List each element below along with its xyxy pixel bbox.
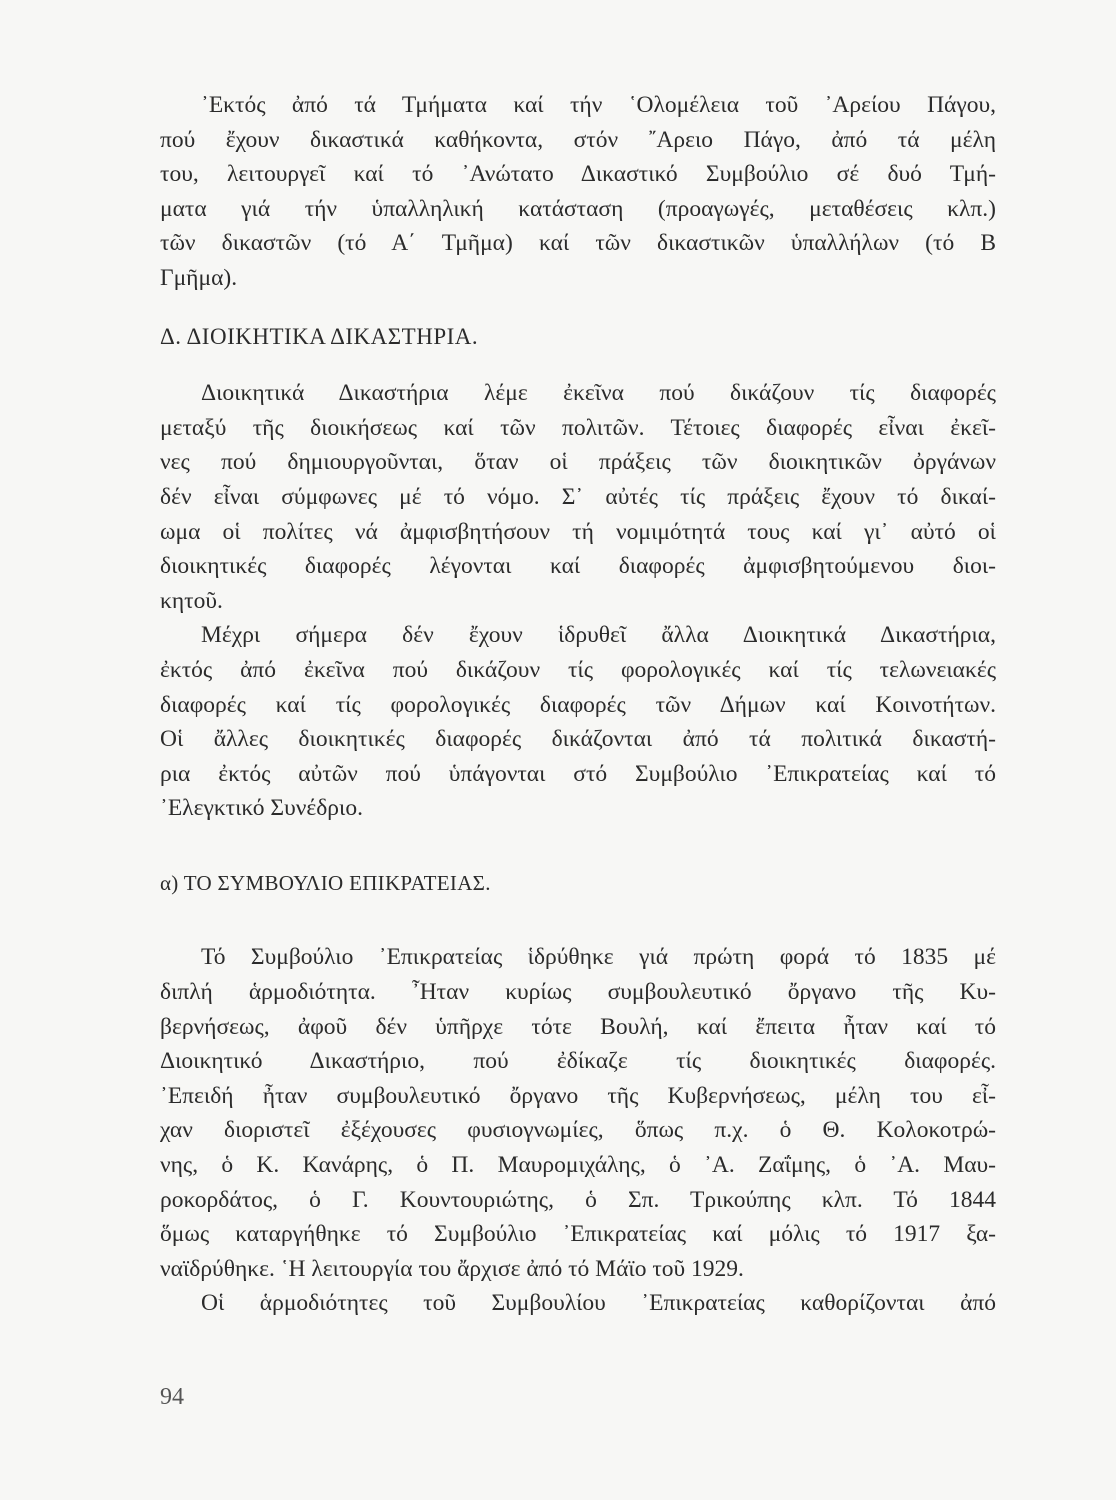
text-line: του, λειτουργεῖ καί τό ᾿Ανώτατο Δικαστικό Συμβούλιο σέ δυό Τμή- <box>160 161 996 188</box>
text-line: διαφορές καί τίς φορολογικές διαφορές τῶν Δήμων καί Κοινοτήτων. <box>160 691 996 718</box>
text-line: νες πού δημιουργοῦνται, ὅταν οἱ πράξεις τῶν διοικητικῶν ὀργάνων <box>160 449 996 476</box>
paragraph-council-of-state-history <box>160 940 996 1286</box>
text-line: ναϊδρύθηκε. ῾Η λειτουργία του ἄρχισε ἀπό τό Μάϊο τοῦ 1929. <box>160 1255 744 1282</box>
paragraph-existing-courts <box>160 618 996 826</box>
text-line: ᾿Εκτός ἀπό τά Τμήματα καί τήν ῾Ολομέλεια τοῦ ᾿Αρείου Πάγου, <box>201 92 996 118</box>
text-line: ωμα οἱ πολίτες νά ἀμφισβητήσουν τή νομιμότητά τους καί γι᾿ αὐτό οἱ <box>160 518 996 545</box>
text-line: ᾿Ελεγκτικό Συνέδριο. <box>160 795 363 822</box>
subsection-heading: α) ΤΟ ΣΥΜΒΟΥΛΙΟ ΕΠΙΚΡΑΤΕΙΑΣ. <box>160 870 491 895</box>
text-line: ροκορδάτος, ὁ Γ. Κουντουριώτης, ὁ Σπ. Τρικούπης κλπ. Τό 1844 <box>160 1186 996 1213</box>
page-body <box>160 88 996 1321</box>
paragraph-council-competences <box>160 1286 996 1321</box>
text-line: δέν εἶναι σύμφωνες μέ τό νόμο. Σ᾿ αὐτές τίς πράξεις ἔχουν τό δικαί- <box>160 483 996 510</box>
text-line: Μέχρι σήμερα δέν ἔχουν ἱδρυθεῖ ἄλλα Διοικητικά Δικαστήρια, <box>201 622 996 649</box>
section-heading: Δ. ΔΙΟΙΚΗΤΙΚΑ ΔΙΚΑΣΤΗΡΙΑ. <box>160 323 479 349</box>
text-line: ματα γιά τήν ὑπαλληλική κατάσταση (προαγωγές, μεταθέσεις κλπ.) <box>160 195 996 222</box>
text-line: Γμῆμα). <box>160 264 238 291</box>
text-line: διοικητικές διαφορές λέγονται καί διαφορές ἀμφισβητούμενου διοι- <box>160 553 996 580</box>
text-line: ὅμως καταργήθηκε τό Συμβούλιο ᾿Επικρατείας καί μόλις τό 1917 ξα- <box>160 1221 996 1248</box>
text-line: τῶν δικαστῶν (τό Α΄ Τμῆμα) καί τῶν δικαστικῶν ὑπαλλήλων (τό Β <box>160 230 996 257</box>
paragraph-areios-pagos <box>160 88 996 296</box>
text-line: ἐκτός ἀπό ἐκεῖνα πού δικάζουν τίς φορολογικές καί τίς τελωνειακές <box>160 656 996 683</box>
text-line: Οἱ ἁρμοδιότητες τοῦ Συμβουλίου ᾿Επικρατείας καθορίζονται ἀπό <box>201 1290 996 1317</box>
text-line: ρια ἐκτός αὐτῶν πού ὑπάγονται στό Συμβούλιο ᾿Επικρατείας καί τό <box>160 760 996 787</box>
text-line: μεταξύ τῆς διοικήσεως καί τῶν πολιτῶν. Τέτοιες διαφορές εἶναι ἐκεῖ- <box>160 414 996 441</box>
text-line: διπλή ἁρμοδιότητα. ῏Ηταν κυρίως συμβουλευτικό ὄργανο τῆς Κυ- <box>160 979 996 1006</box>
text-line: Τό Συμβούλιο ᾿Επικρατείας ἱδρύθηκε γιά πρώτη φορά τό 1835 μέ <box>201 944 996 971</box>
paragraph-administrative-courts <box>160 376 996 618</box>
text-line: Διοικητικό Δικαστήριο, πού ἐδίκαζε τίς διοικητικές διαφορές. <box>160 1048 996 1075</box>
text-line: ᾿Επειδή ἦταν συμβουλευτικό ὄργανο τῆς Κυβερνήσεως, μέλη του εἶ- <box>160 1082 996 1109</box>
text-line: κητοῦ. <box>160 587 223 614</box>
text-line: Διοικητικά Δικαστήρια λέμε ἐκεῖνα πού δικάζουν τίς διαφορές <box>201 380 996 407</box>
text-line: χαν διοριστεῖ ἐξέχουσες φυσιογνωμίες, ὅπως π.χ. ὁ Θ. Κολοκοτρώ- <box>160 1117 996 1144</box>
text-line: νης, ὁ Κ. Κανάρης, ὁ Π. Μαυρομιχάλης, ὁ ᾿Α. Ζαΐμης, ὁ ᾿Α. Μαυ- <box>160 1152 996 1179</box>
page-number: 94 <box>160 1384 184 1410</box>
text-line: Οἱ ἄλλες διοικητικές διαφορές δικάζονται ἀπό τά πολιτικά δικαστή- <box>160 726 996 753</box>
text-line: πού ἔχουν δικαστικά καθήκοντα, στόν ῎Αρειο Πάγο, ἀπό τά μέλη <box>160 126 996 153</box>
text-line: βερνήσεως, ἀφοῦ δέν ὑπῆρχε τότε Βουλή, καί ἔπειτα ἦταν καί τό <box>160 1013 996 1040</box>
